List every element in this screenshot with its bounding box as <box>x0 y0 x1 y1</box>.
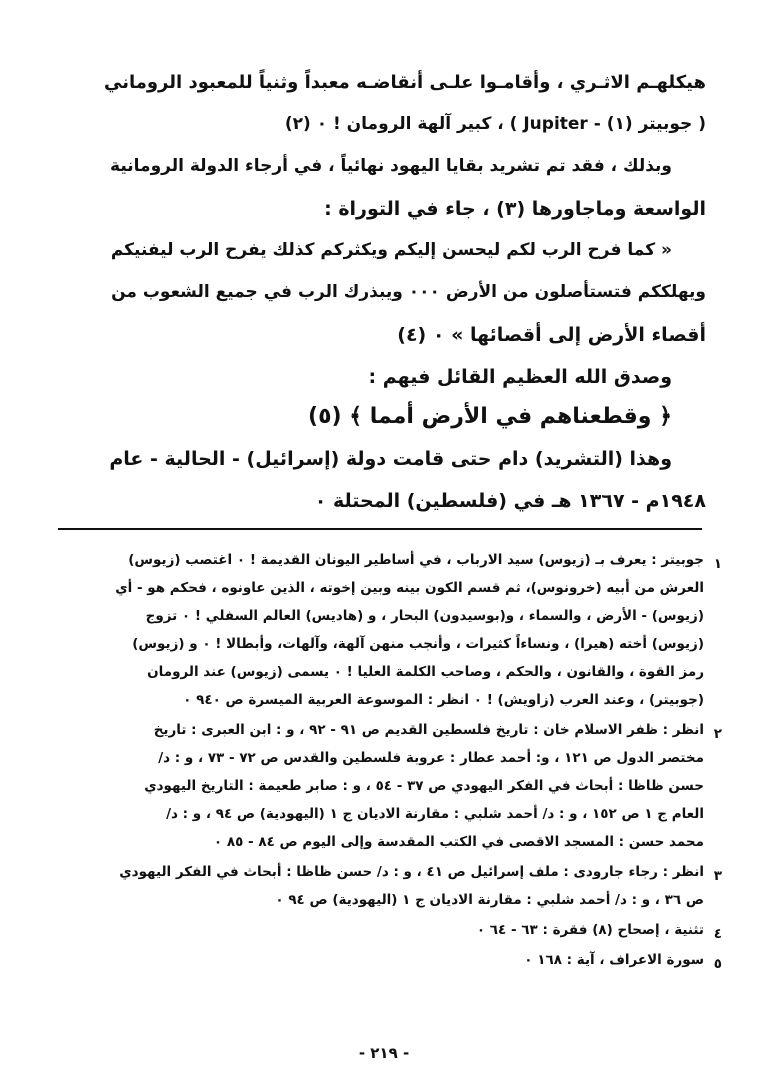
footnote-1-line-3: (زيوس) - الأرض ، والسماء ، و(بوسيدون) البحار ، و (هاديس) العالم السفلي ! ٠ تزوج <box>145 608 704 624</box>
body-line-8: وصدق الله العظيم القائل فيهم : <box>368 366 672 388</box>
quran-verse: ﴿ وقطعناهم في الأرض أمما ﴾ (٥) <box>308 404 672 429</box>
footnote-1-line-2: العرش من أبيه (خرونوس)، ثم قسم الكون بينه وبين إخوته ، الذين عاونوه ، فحكم هو - أي <box>115 580 704 596</box>
footnote-5-line-1: سورة الاعراف ، آية : ١٦٨ ٠ <box>524 952 704 968</box>
body-line-5: « كما فرح الرب لكم ليحسن إليكم ويكثركم كذلك يفرح الرب ليفنيكم <box>110 240 672 260</box>
footnote-5-number: ٥ <box>713 956 722 972</box>
footnote-2-line-1: انظر : ظفر الاسلام خان : تاريخ فلسطين القديم ص ٩١ - ٩٢ ، و : ابن العبرى : تاريخ <box>153 722 704 738</box>
footnote-1-line-6: (جوبيتر) ، وعند العرب (زاويش) ! ٠ انظر : الموسوعة العربية الميسرة ص ٩٤٠ ٠ <box>183 692 704 708</box>
body-line-3: وبذلك ، فقد تم تشريد بقايا اليهود نهائياً ، في أرجاء الدولة الرومانية <box>110 156 672 176</box>
footnote-4-number: ٤ <box>713 926 722 942</box>
footnote-2-line-3: حسن ظاظا : أبحاث في الفكر اليهودي ص ٣٧ - ٥٤ ، و : صابر طعيمة : التاريخ اليهودي <box>144 778 704 794</box>
footnote-1-line-5: رمز القوة ، والقانون ، والحكم ، وصاحب الكلمة العليا ! ٠ يسمى (زيوس) عند الرومان <box>147 664 704 680</box>
footnote-4-line-1: تثنية ، إصحاح (٨) فقرة : ٦٣ - ٦٤ ٠ <box>476 922 704 938</box>
footnote-3-line-2: ص ٣٦ ، و : د/ أحمد شلبي : مقارنة الاديان ج ١ (اليهودية) ص ٩٤ ٠ <box>275 892 704 908</box>
footnote-2-line-2: مختصر الدول ص ١٢١ ، و: أحمد عطار : عروبة فلسطين والقدس ص ٧٢ - ٧٣ ، و : د/ <box>158 750 704 766</box>
footnote-2-number: ٢ <box>713 726 722 742</box>
body-line-10: وهذا (التشريد) دام حتى قامت دولة (إسرائيل) - الحالية - عام <box>109 448 672 470</box>
footnote-2-line-5: محمد حسن : المسجد الاقصى في الكتب المقدسة وإلى اليوم ص ٨٤ - ٨٥ ٠ <box>213 834 704 850</box>
footnote-2-line-4: العام ج ١ ص ١٥٢ ، و : د/ أحمد شلبي : مقارنة الاديان ج ١ (اليهودية) ص ٩٤ ، و : د/ <box>166 806 704 822</box>
footnote-3-line-1: انظر : رجاء جارودى : ملف إسرائيل ص ٤١ ، و : د/ حسن ظاظا : أبحاث في الفكر اليهودي <box>119 864 704 880</box>
footnote-1-line-4: (زيوس) أخته (هيرا) ، ونساءاً كثيرات ، وأنجب منهن آلهة، وآلهات، وأبطالا ! ٠ و (زيوس) <box>132 636 704 652</box>
body-line-7: أقصاء الأرض إلى أقصائها » ٠ (٤) <box>397 324 706 346</box>
body-line-6: ويهلككم فتستأصلون من الأرض ٠٠٠ ويبذرك الرب في جميع الشعوب من <box>111 282 706 302</box>
body-line-11: ١٩٤٨م - ١٣٦٧ هـ في (فلسطين) المحتلة ٠ <box>314 490 706 512</box>
footnote-divider <box>58 528 702 530</box>
page-number: - ٢١٩ - <box>358 1044 410 1062</box>
footnote-3-number: ٣ <box>713 868 722 884</box>
footnote-1-number: ١ <box>713 556 722 572</box>
body-line-4: الواسعة وماجاورها (٣) ، جاء في التوراة : <box>324 198 706 220</box>
body-line-2: ( جوبيتر (١) - Jupiter ) ، كبير آلهة الرومان ! ٠ (٢) <box>284 114 706 134</box>
body-line-1: هيكلهـم الاثـري ، وأقامـوا علـى أنقاضـه معبداً وثنياً للمعبود الروماني <box>104 72 706 93</box>
footnote-1-line-1: جوبيتر : يعرف بـ (زيوس) سيد الارباب ، في أساطير اليونان القديمة ! ٠ اغتصب (زيوس) <box>128 552 704 568</box>
